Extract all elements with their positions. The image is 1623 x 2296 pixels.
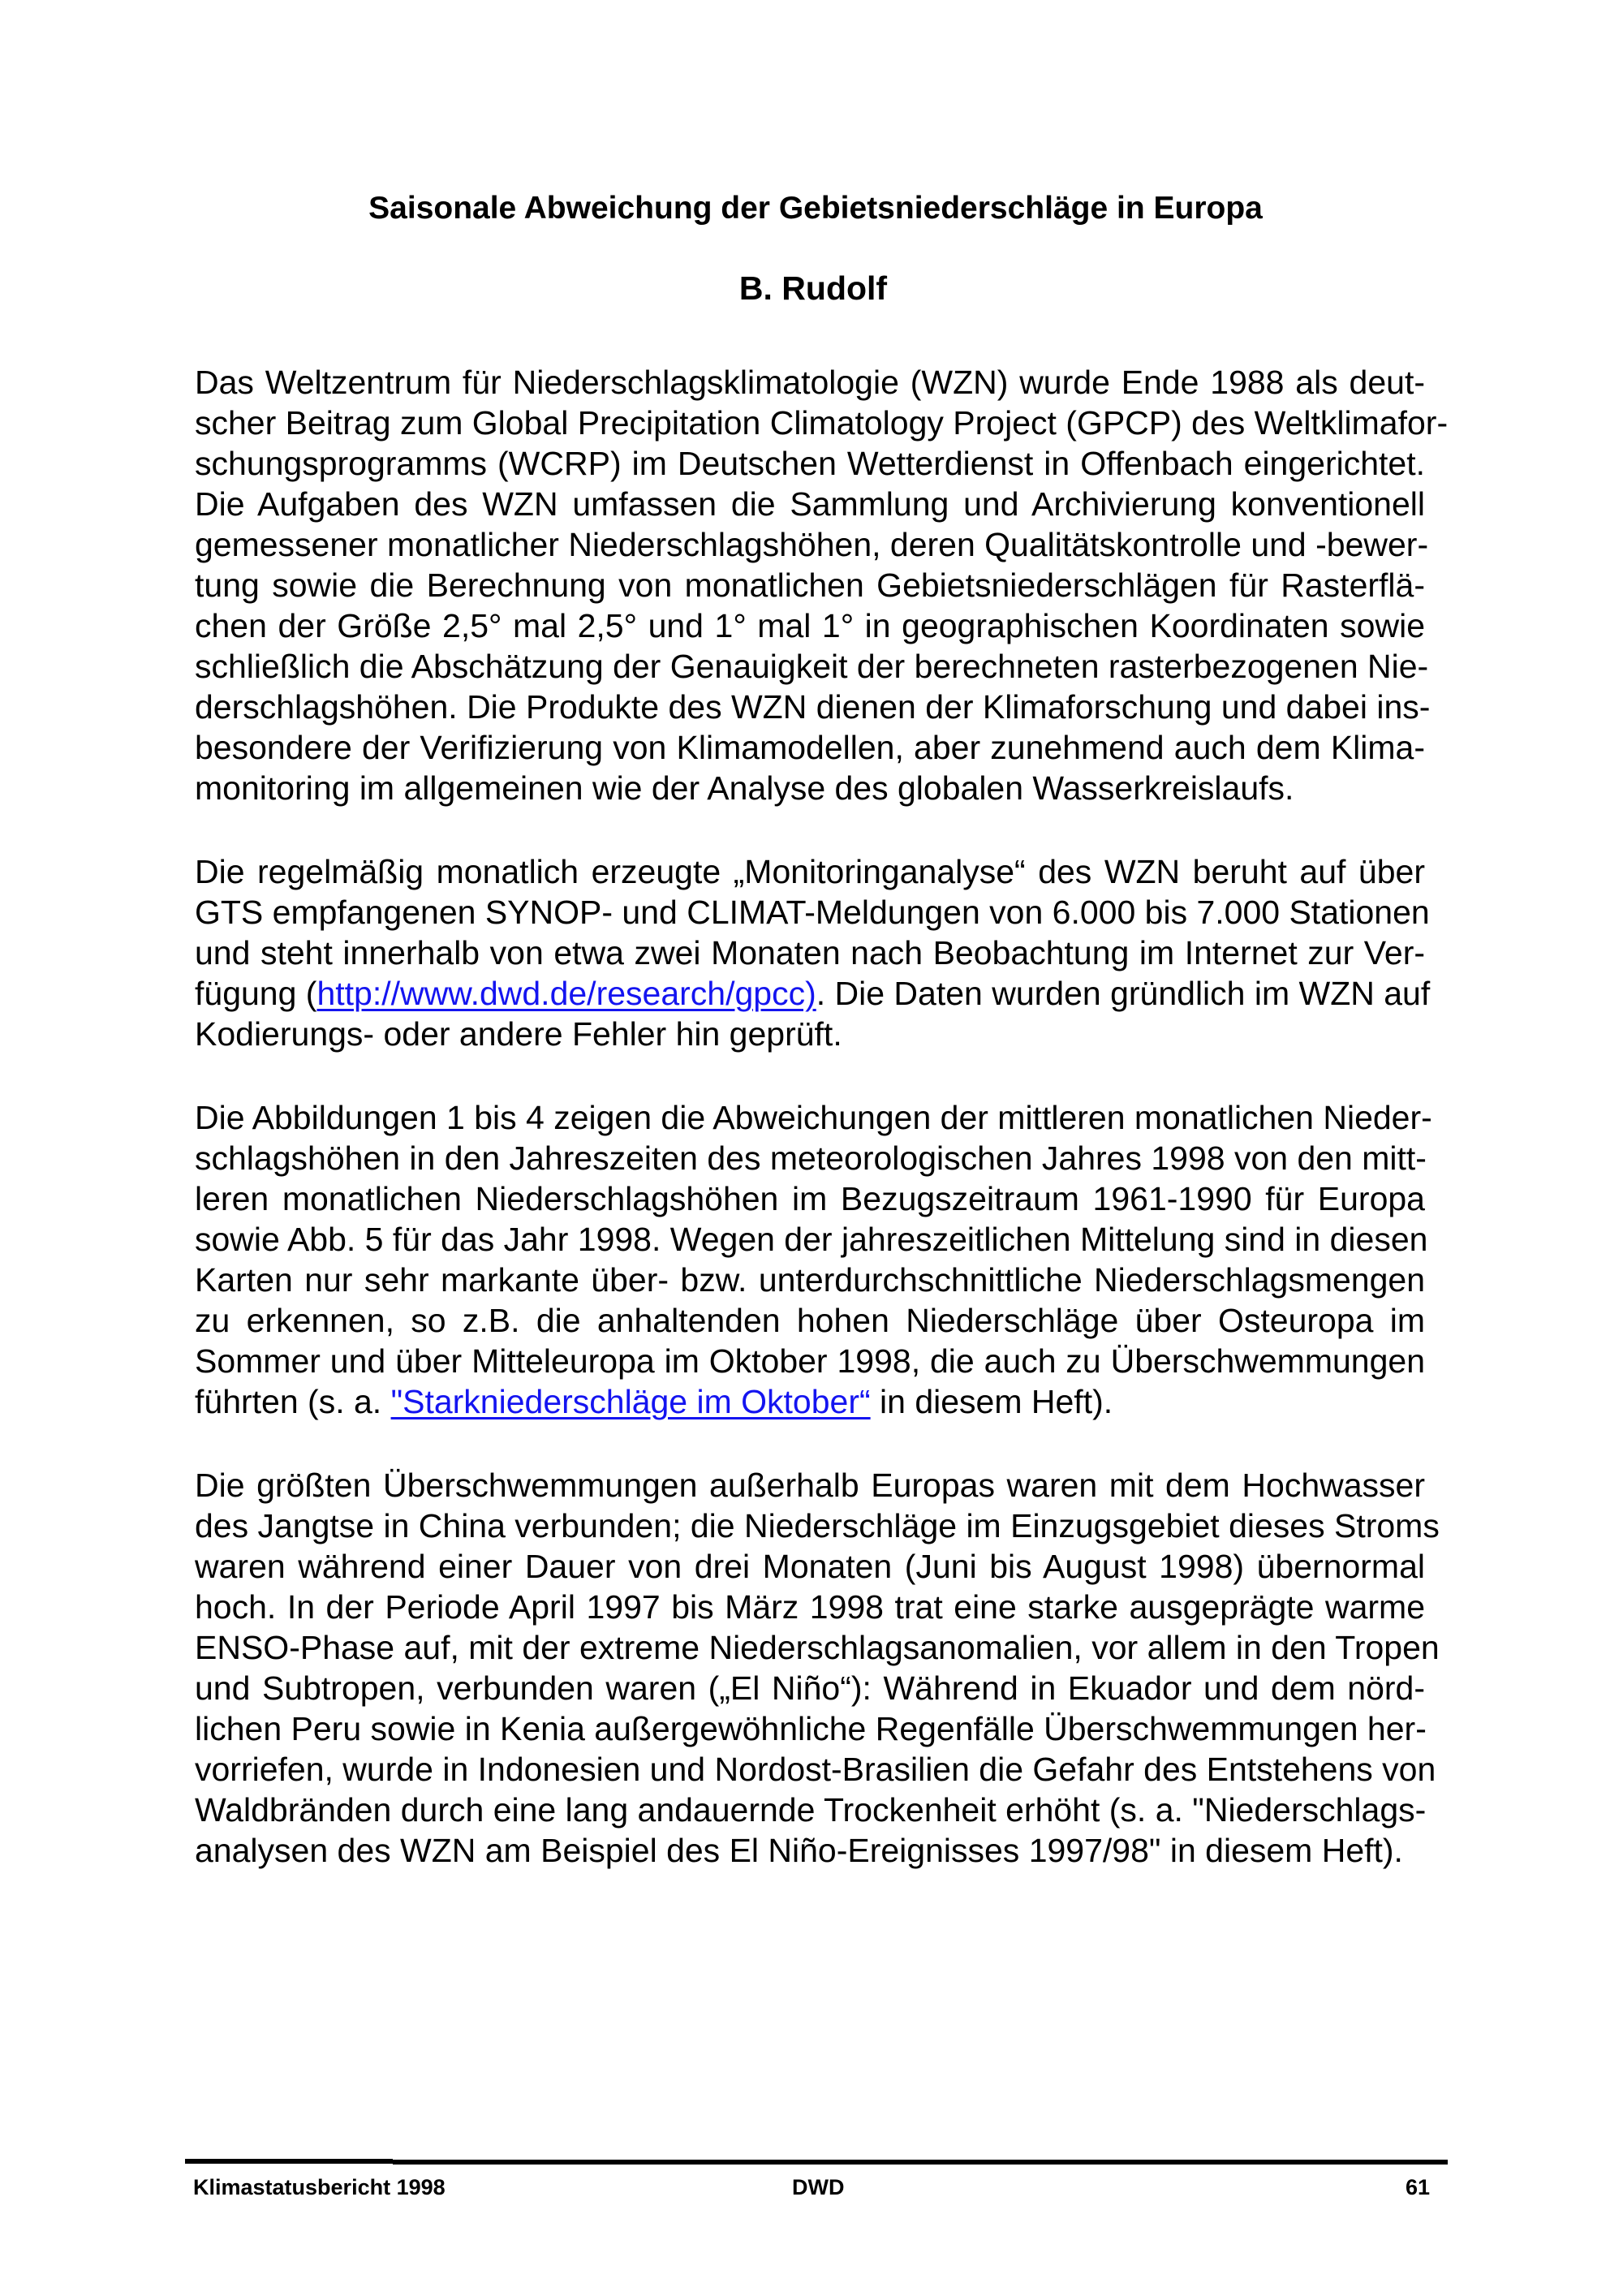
page-number: 61 [1405,2175,1430,2199]
text-line: chen der Größe 2,5° mal 2,5° und 1° mal 1° in geographischen Koordinaten sowie [195,607,1425,644]
text-line: analysen des WZN am Beispiel des El Niño-Ereignisses 1997/98" in diesem Heft). [195,1832,1403,1869]
text-line: Die Aufgaben des WZN umfassen die Sammlung und Archivierung konventionell [195,485,1425,523]
gpcc-website-link[interactable]: http://www.dwd.de/research/gpcc) [316,975,816,1012]
text-line: Die größten Überschwemmungen außerhalb Europas waren mit dem Hochwasser [195,1467,1425,1504]
text-line: GTS empfangenen SYNOP- und CLIMAT-Meldungen von 6.000 bis 7.000 Stationen [195,894,1430,931]
page-footer [193,2175,1430,2199]
text-segment: . Die Daten wurden gründlich im WZN auf [816,975,1431,1012]
starkniederschlaege-article-link[interactable]: "Starkniederschläge im Oktober“ [390,1383,871,1420]
text-line: gemessener monatlicher Niederschlagshöhen, deren Qualitätskontrolle und -bewer- [195,526,1429,563]
text-line: derschlagshöhen. Die Produkte des WZN dienen der Klimaforschung und dabei ins- [195,688,1431,726]
paragraph-3 [195,1097,1432,1422]
text-segment: fügung ( [195,975,317,1012]
text-line: Die Abbildungen 1 bis 4 zeigen die Abweichungen der mittleren monatlichen Nieder- [195,1099,1432,1136]
author: B. Rudolf [738,269,888,307]
text-line: sowie Abb. 5 für das Jahr 1998. Wegen der jahreszeitlichen Mittelung sind in diesen [195,1221,1428,1258]
article-body [195,362,1449,1914]
text-line-with-link [195,973,1431,1014]
footer-rule [185,2159,393,2164]
text-line: vorriefen, wurde in Indonesien und Nordost-Brasilien die Gefahr des Entstehens von [195,1751,1436,1788]
page-title: Saisonale Abweichung der Gebietsniederschläge in Europa [368,191,1263,226]
text-line: besondere der Verifizierung von Klimamodellen, aber zunehmend auch dem Klima- [195,729,1425,766]
text-line: schließlich die Abschätzung der Genauigkeit der berechneten rasterbezogenen Nie- [195,648,1429,685]
text-segment: führten (s. a. [195,1383,391,1420]
text-line: Karten nur sehr markante über- bzw. unterdurchschnittliche Niederschlagsmengen [195,1261,1425,1299]
text-line: monitoring im allgemeinen wie der Analyse des globalen Wasserkreislaufs. [195,769,1294,807]
text-line: ENSO-Phase auf, mit der extreme Niederschlagsanomalien, vor allem in den Tropen [195,1629,1440,1666]
text-line: tung sowie die Berechnung von monatlichen Gebietsniederschlägen für Rasterflä- [195,566,1425,604]
text-line: des Jangtse in China verbunden; die Niederschläge im Einzugsgebiet dieses Stroms [195,1507,1440,1544]
paragraph-4 [195,1465,1440,1871]
footer-publisher: DWD [792,2175,845,2199]
text-line: scher Beitrag zum Global Precipitation Climatology Project (GPCP) des Weltklimafor- [195,404,1449,442]
text-line: hoch. In der Periode April 1997 bis März 1998 trat eine starke ausgeprägte warme [195,1588,1425,1626]
text-line: und Subtropen, verbunden waren („El Niño“): Während in Ekuador und dem nörd- [195,1669,1425,1707]
paragraph-1 [195,362,1449,808]
text-line: schungsprogramms (WCRP) im Deutschen Wetterdienst in Offenbach eingerichtet. [195,445,1425,482]
text-segment: in diesem Heft). [870,1383,1113,1420]
footer-publication: Klimastatusbericht 1998 [193,2175,446,2199]
paragraph-2 [195,851,1431,1054]
text-line: Waldbränden durch eine lang andauernde Trockenheit erhöht (s. a. "Niederschlags- [195,1791,1427,1829]
text-line: zu erkennen, so z.B. die anhaltenden hohen Niederschläge über Osteuropa im [195,1302,1425,1339]
text-line: waren während einer Dauer von drei Monaten (Juni bis August 1998) übernormal [195,1548,1425,1585]
text-line: Das Weltzentrum für Niederschlagsklimatologie (WZN) wurde Ende 1988 als deut- [195,364,1425,401]
text-line: schlagshöhen in den Jahreszeiten des meteorologischen Jahres 1998 von den mitt- [195,1139,1427,1177]
text-line: und steht innerhalb von etwa zwei Monaten nach Beobachtung im Internet zur Ver- [195,934,1425,971]
text-line-with-link [195,1381,1425,1422]
text-line: leren monatlichen Niederschlagshöhen im Bezugszeitraum 1961-1990 für Europa [195,1180,1425,1217]
footer-rule [393,2160,1448,2165]
text-line: Sommer und über Mitteleuropa im Oktober 1998, die auch zu Überschwemmungen [195,1342,1425,1380]
text-line: Kodierungs- oder andere Fehler hin geprüft. [195,1015,842,1053]
text-line: Die regelmäßig monatlich erzeugte „Monitoringanalyse“ des WZN beruht auf über [195,853,1425,890]
text-line: lichen Peru sowie in Kenia außergewöhnliche Regenfälle Überschwemmungen her- [195,1710,1427,1747]
